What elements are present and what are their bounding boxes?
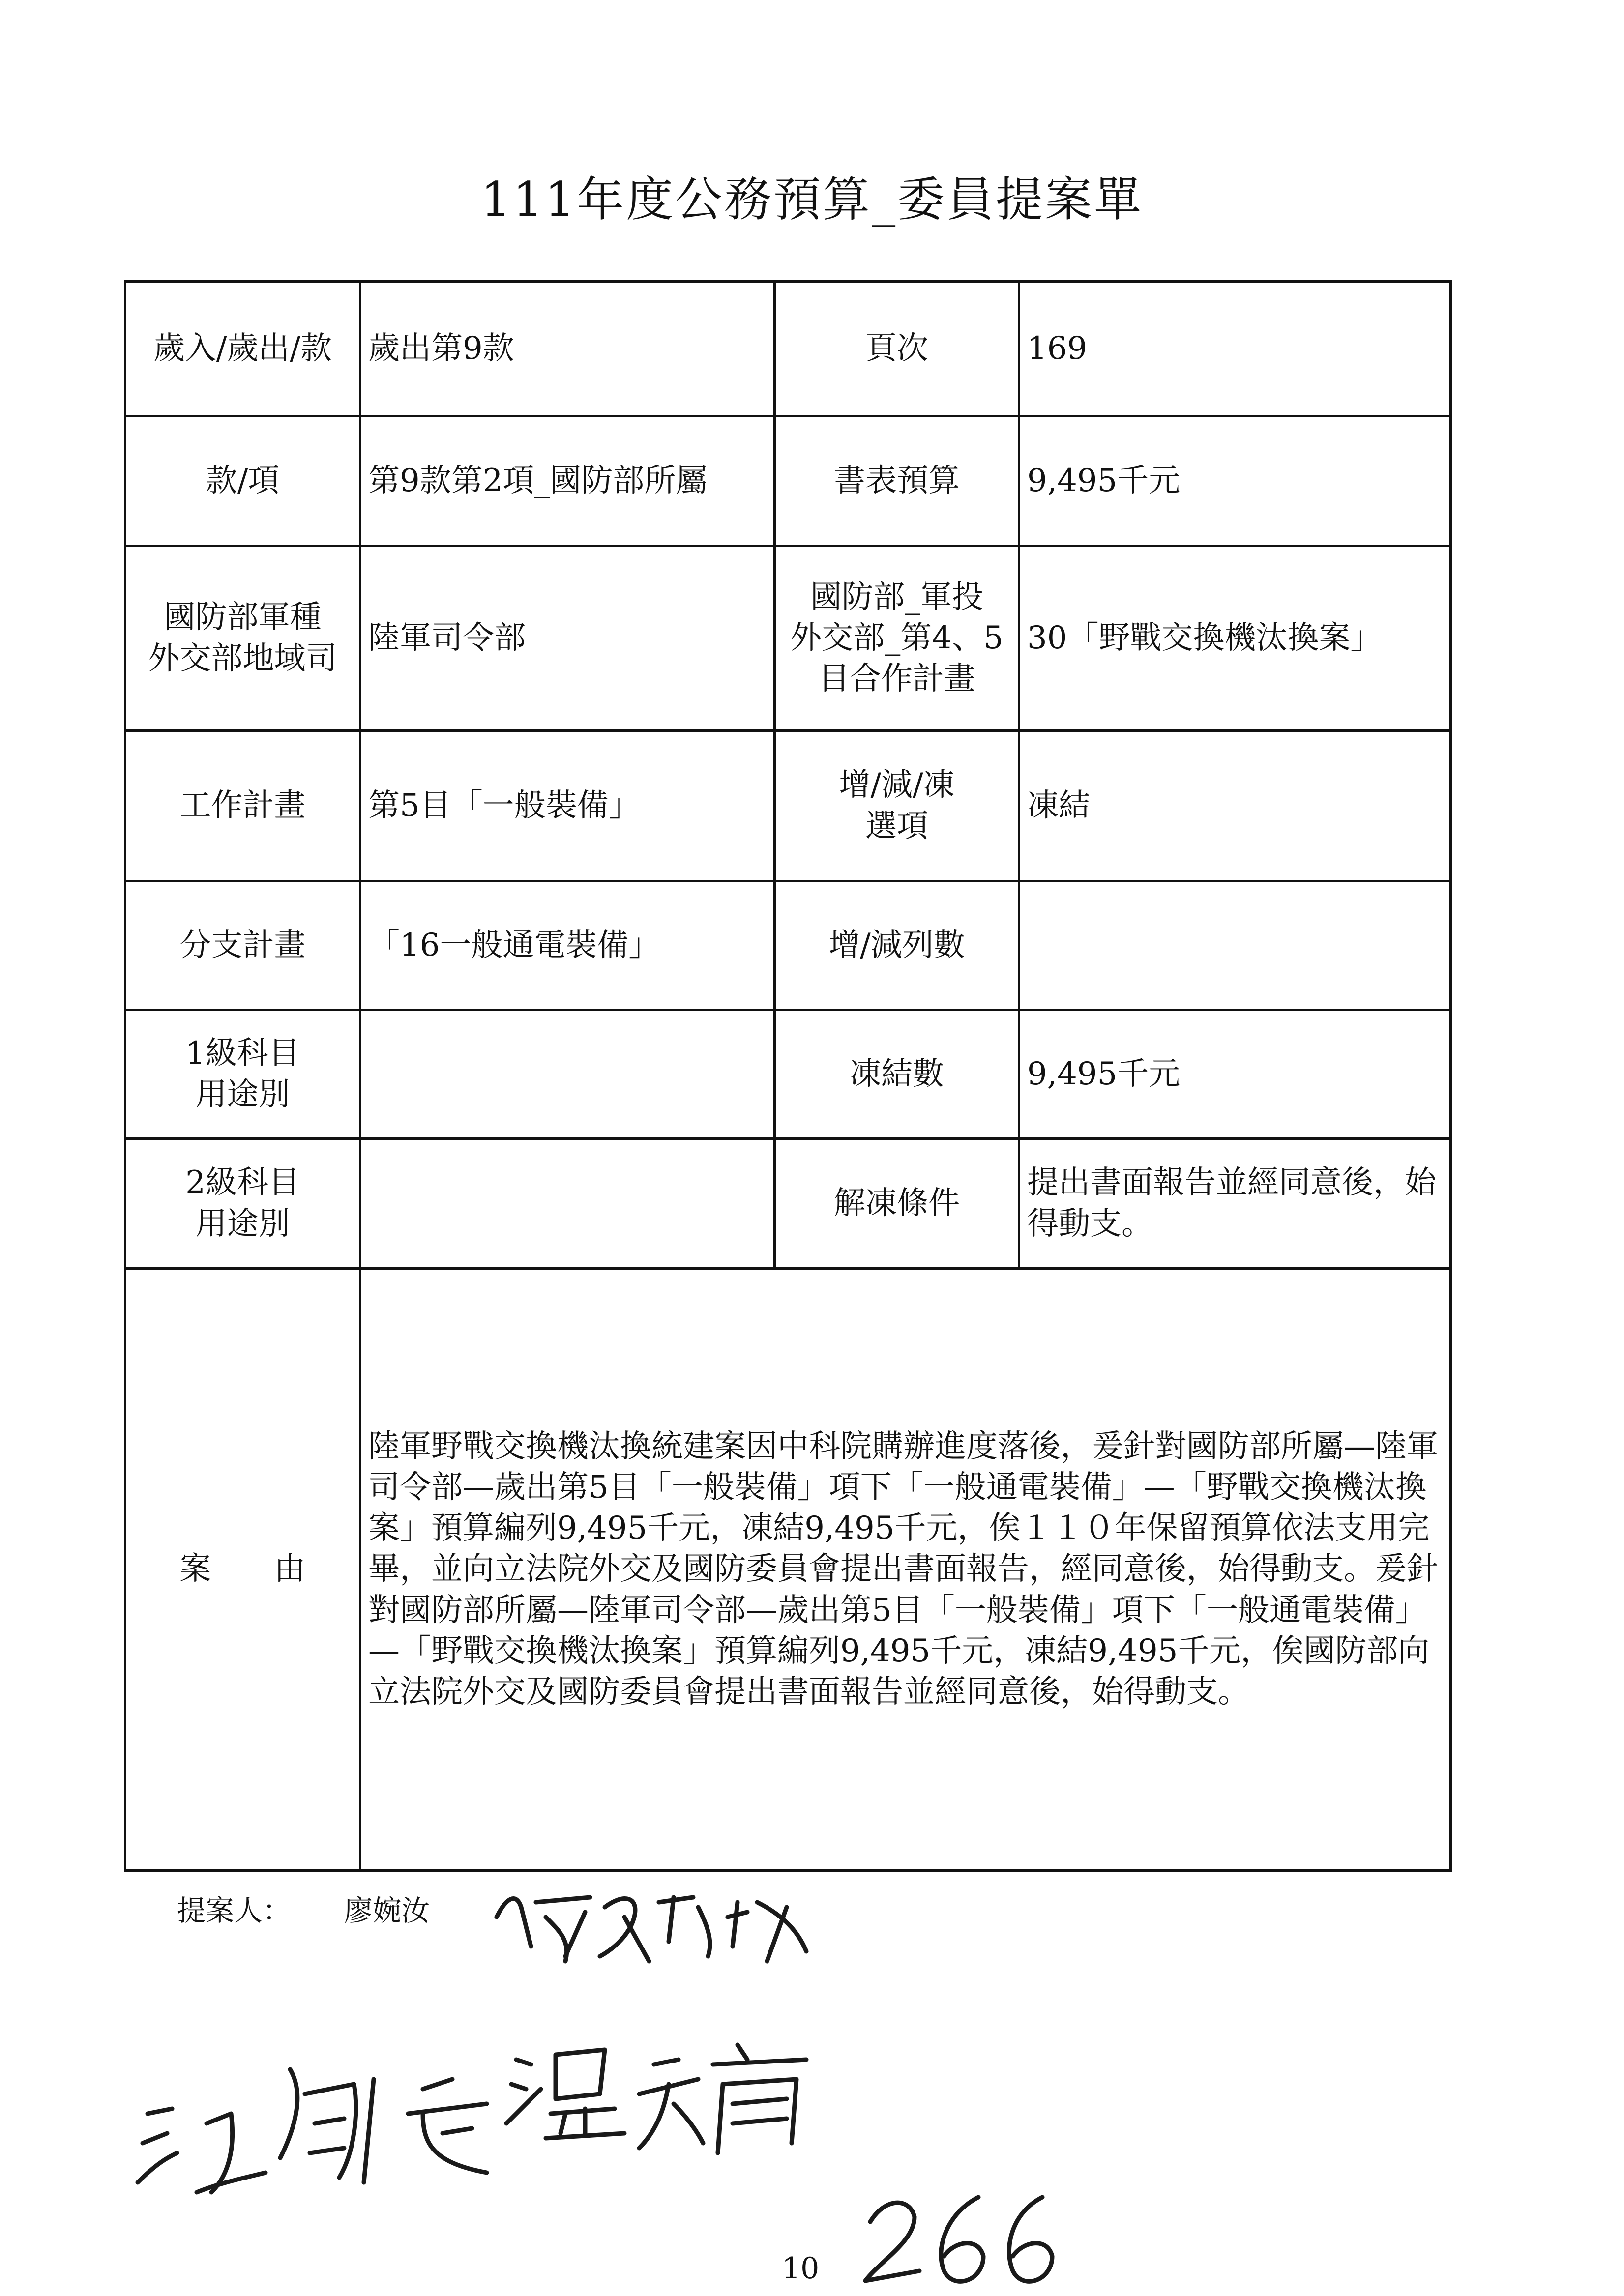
field-label-line: 解凍條件 bbox=[834, 1185, 960, 1221]
field-label-line: 國防部軍種 bbox=[164, 599, 322, 636]
field-label-line: 用途別 bbox=[195, 1205, 290, 1242]
field-label-line: 國防部_軍投 bbox=[810, 579, 983, 615]
proposer-name: 廖婉汝 bbox=[344, 1894, 430, 1927]
page-number: 10 bbox=[782, 2251, 820, 2286]
field-label-line: 外交部地域司 bbox=[148, 640, 337, 677]
field-value: 提出書面報告並經同意後，始得動支。 bbox=[1019, 1139, 1451, 1269]
proposer-label: 提案人： bbox=[177, 1894, 292, 1927]
field-value: 169 bbox=[1019, 282, 1451, 416]
field-label-line: 書表預算 bbox=[834, 462, 960, 499]
field-label-line: 選項 bbox=[865, 808, 928, 844]
field-label-line: 頁次 bbox=[865, 330, 928, 367]
field-label-line: 目合作計畫 bbox=[818, 661, 975, 698]
signature-chiang bbox=[138, 2069, 487, 2192]
field-label-line: 外交部_第4、5 bbox=[790, 619, 1004, 656]
signature-liao bbox=[497, 1897, 806, 1961]
field-value: 陸軍司令部 bbox=[360, 546, 775, 731]
field-label-line: 工作計畫 bbox=[179, 787, 306, 824]
field-label-line: 用途別 bbox=[195, 1076, 290, 1113]
field-value: 第9款第2項_國防部所屬 bbox=[360, 416, 775, 546]
field-label-line: 2級科目 bbox=[185, 1164, 300, 1201]
field-value: 30「野戰交換機汰換案」 bbox=[1019, 546, 1451, 731]
page-title: 111年度公務預算_委員提案單 bbox=[480, 172, 1144, 227]
field-value: 「16一般通電裝備」 bbox=[360, 881, 775, 1010]
field-value: 歲出第9款 bbox=[360, 282, 775, 416]
field-label-line: 分支計畫 bbox=[179, 927, 306, 963]
field-label-line: 歲入/歲出/款 bbox=[153, 330, 332, 367]
field-label-line: 款/項 bbox=[206, 462, 280, 499]
signature-wen bbox=[506, 2045, 806, 2153]
field-label-line: 增/減列數 bbox=[828, 927, 965, 963]
reason-text: 陸軍野戰交換機汰換統建案因中科院購辦進度落後，爰針對國防部所屬—陸軍司令部—歲出第5目「一般裝備」項下「一般通電裝備」—「野戰交換機汰換案」預算編列9,495千元，凍結9,495千元，俟１１０年保留預算依法支用完畢，並向立法院外交及國防委員會提出書面報告，經同意後，始得動支。爰針對國防部所屬—陸軍司令部—歲出第5目「一般裝備」項下「一般通電裝備」—「野戰交換機汰換案」預算編列9,495千元，凍結9,495千元，俟國防部向立法院外交及國防委員會提出書面報告並經同意後，始得動支。 bbox=[360, 1269, 1451, 1871]
reason-label: 案 由 bbox=[125, 1269, 360, 1871]
field-label-line: 凍結數 bbox=[850, 1055, 944, 1092]
field-label-line: 1級科目 bbox=[185, 1035, 300, 1072]
field-label-line: 增/減/凍 bbox=[839, 767, 955, 804]
field-value: 第5目「一般裝備」 bbox=[360, 731, 775, 881]
field-value: 9,495千元 bbox=[1019, 416, 1451, 546]
field-value: 9,495千元 bbox=[1019, 1010, 1451, 1139]
field-value: 凍結 bbox=[1019, 731, 1451, 881]
handwritten-number-266 bbox=[865, 2197, 1052, 2281]
